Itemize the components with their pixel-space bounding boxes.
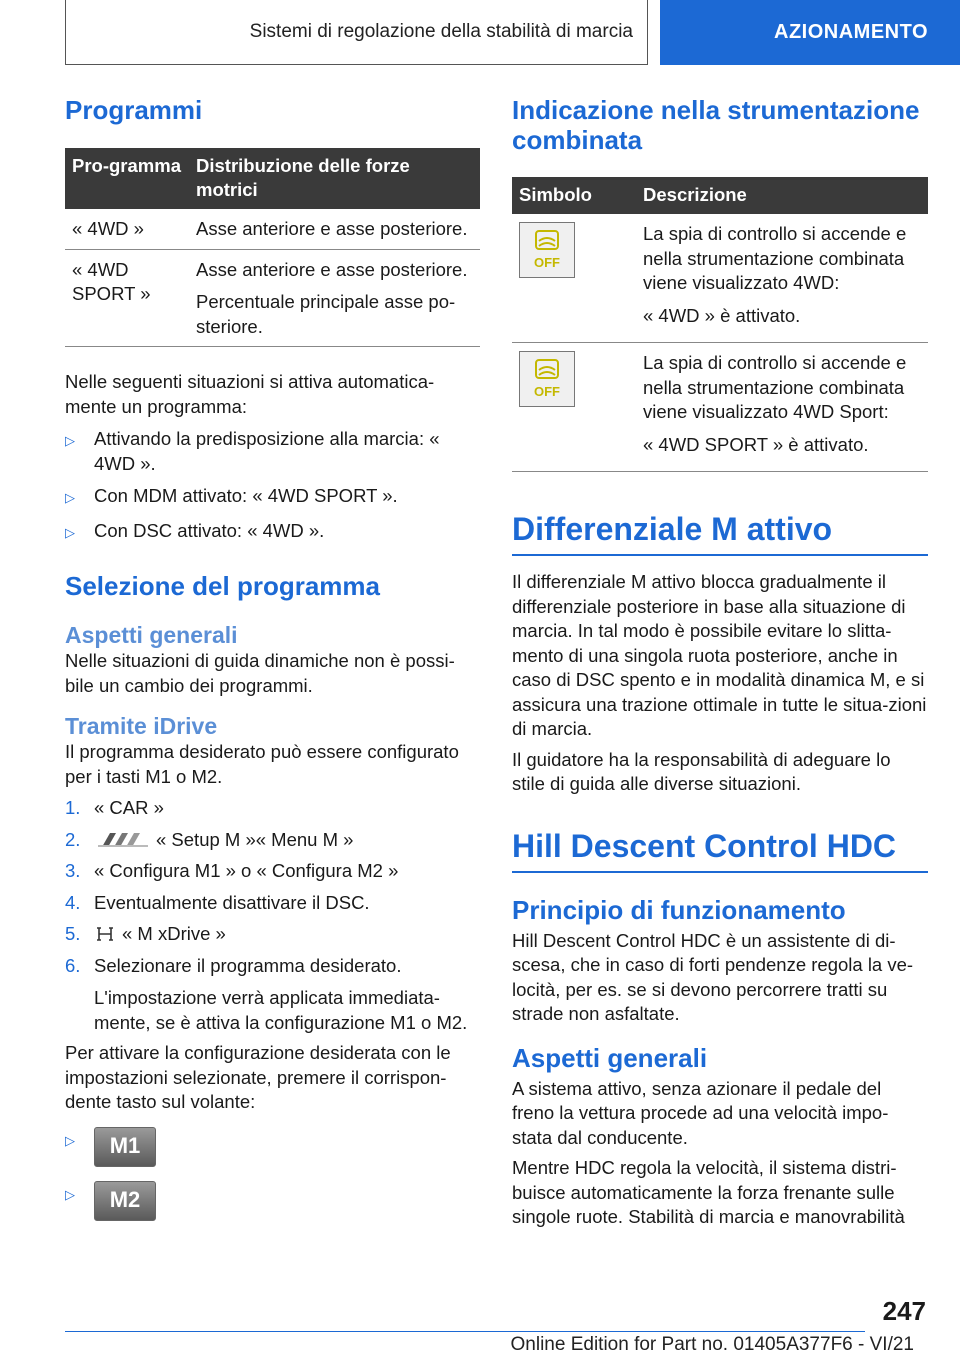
- list-item: 1. « CAR »: [65, 797, 164, 818]
- page-number: 247: [882, 1296, 926, 1326]
- general-text: Nelle situazioni di guida dinamiche non è possi-bile un cambio dei programmi.: [65, 650, 455, 696]
- triangle-bullet-icon: ▷: [65, 1132, 75, 1148]
- list-item: [65, 1127, 480, 1167]
- table-header-distribution: Distribuzione delle forze motrici: [189, 148, 480, 209]
- selection-heading: Selezione del programma: [65, 571, 380, 601]
- m2-button-icon: M2: [94, 1181, 156, 1221]
- differential-heading: Differenziale M attivo: [512, 510, 928, 556]
- principle-text: Hill Descent Control HDC è un assistente di di-scesa, che in caso di forti pendenze regola la ve-locità, per es. se si devono percorrere tratti su strade non asfaltate.: [512, 929, 914, 1024]
- header-chapter-tab[interactable]: AZIONAMENTO: [660, 0, 960, 65]
- table-row: « 4WD » Asse anteriore e asse posteriore.: [65, 209, 480, 249]
- m-setup-icon: [98, 831, 148, 849]
- traction-off-icon: [519, 222, 575, 278]
- triangle-bullet-icon: ▷: [65, 490, 75, 505]
- xdrive-icon: [96, 925, 114, 943]
- table-row: OFF La spia di controllo si accende e nella strumentazione combinata viene visualizzato 4WD: « 4WD » è attivato.: [512, 214, 928, 343]
- right-column: [512, 95, 928, 1230]
- list-item: ▷ Con DSC attivato: « 4WD ».: [65, 519, 480, 546]
- list-item: ▷ Con MDM attivato: « 4WD SPORT ».: [65, 484, 480, 511]
- footer-divider: [65, 1331, 865, 1332]
- programs-heading: Programmi: [65, 95, 203, 125]
- list-item: [65, 1181, 480, 1221]
- list-item: 2. « Setup M »« Menu M »: [65, 828, 354, 850]
- header-section-title: Sistemi di regolazione della stabilità di marcia: [65, 0, 648, 65]
- symbols-table: [512, 177, 928, 472]
- hdc-heading: Hill Descent Control HDC: [512, 827, 928, 873]
- general-text-right-1: A sistema attivo, senza azionare il pedale del freno la vettura procede ad una velocità impo-stata dal conducente.: [512, 1077, 889, 1148]
- general-text-right-2: Mentre HDC regola la velocità, il sistema distri-buisce automaticamente la forza frenante sulle singole ruote. Stabilità di marcia e manovrabilità: [512, 1157, 905, 1227]
- idrive-text: Il programma desiderato può essere configurato per i tasti M1 o M2.: [65, 741, 459, 787]
- table-header-description: Descrizione: [636, 177, 928, 214]
- indicator-heading: Indicazione nella strumentazione combinata: [512, 95, 920, 155]
- m1-button-icon: M1: [94, 1127, 156, 1167]
- table-row: « 4WD SPORT » Asse anteriore e asse posteriore. Percentuale principale asse po-steriore.: [65, 249, 480, 347]
- table-header-symbol: Simbolo: [512, 177, 636, 214]
- principle-heading: Principio di funzionamento: [512, 894, 846, 925]
- table-header-program: Pro-gramma: [65, 148, 189, 209]
- general-heading-right: Aspetti generali: [512, 1042, 708, 1073]
- table-row: OFF La spia di controllo si accende e nella strumentazione combinata viene visualizzato 4WD Sport: « 4WD SPORT » è attivato.: [512, 343, 928, 472]
- triangle-bullet-icon: ▷: [65, 524, 75, 540]
- auto-intro-text: Nelle seguenti situazioni si attiva automatica-mente un programma:: [65, 371, 435, 417]
- svg-text:OFF: OFF: [534, 255, 560, 270]
- triangle-bullet-icon: ▷: [65, 433, 75, 448]
- list-item: 5. « M xDrive »: [65, 923, 226, 944]
- list-item: 3. « Configura M1 » o « Configura M2 »: [65, 860, 399, 881]
- step6-note: L'impostazione verrà applicata immediata-mente, se è attiva la configurazione M1 o M2.: [94, 987, 468, 1033]
- traction-off-icon: [519, 351, 575, 407]
- list-item: 4. Eventualmente disattivare il DSC.: [65, 891, 370, 913]
- edition-text: Online Edition for Part no. 01405A377F6 - VI/21: [510, 1334, 914, 1355]
- idrive-subheading: Tramite iDrive: [65, 713, 218, 739]
- activate-text: Per attivare la configurazione desiderata con le impostazioni selezionate, premere il corrispon-dente tasto sul volante:: [65, 1042, 451, 1112]
- general-subheading: Aspetti generali: [65, 622, 238, 648]
- triangle-bullet-icon: ▷: [65, 1186, 75, 1202]
- left-column: [65, 95, 480, 1221]
- differential-text-1: Il differenziale M attivo blocca gradualmente il differenziale posteriore in base alla situazione di marcia. In tal modo è possibile evitare lo slitta-mento di una singola ruota posteriore, anche in caso di DSC spento e in modalità dinamica M, e si assicura una trazione ottimale in tutte le situa-zioni di marcia.: [512, 571, 927, 739]
- svg-text:OFF: OFF: [534, 384, 560, 399]
- list-item: 6. Selezionare il programma desiderato.: [65, 954, 402, 976]
- programs-table: [65, 148, 480, 347]
- differential-text-2: Il guidatore ha la responsabilità di adeguare lo stile di guida alle diverse situazioni.: [512, 748, 891, 794]
- list-item: ▷ Attivando la predisposizione alla marcia: « 4WD ».: [65, 427, 480, 476]
